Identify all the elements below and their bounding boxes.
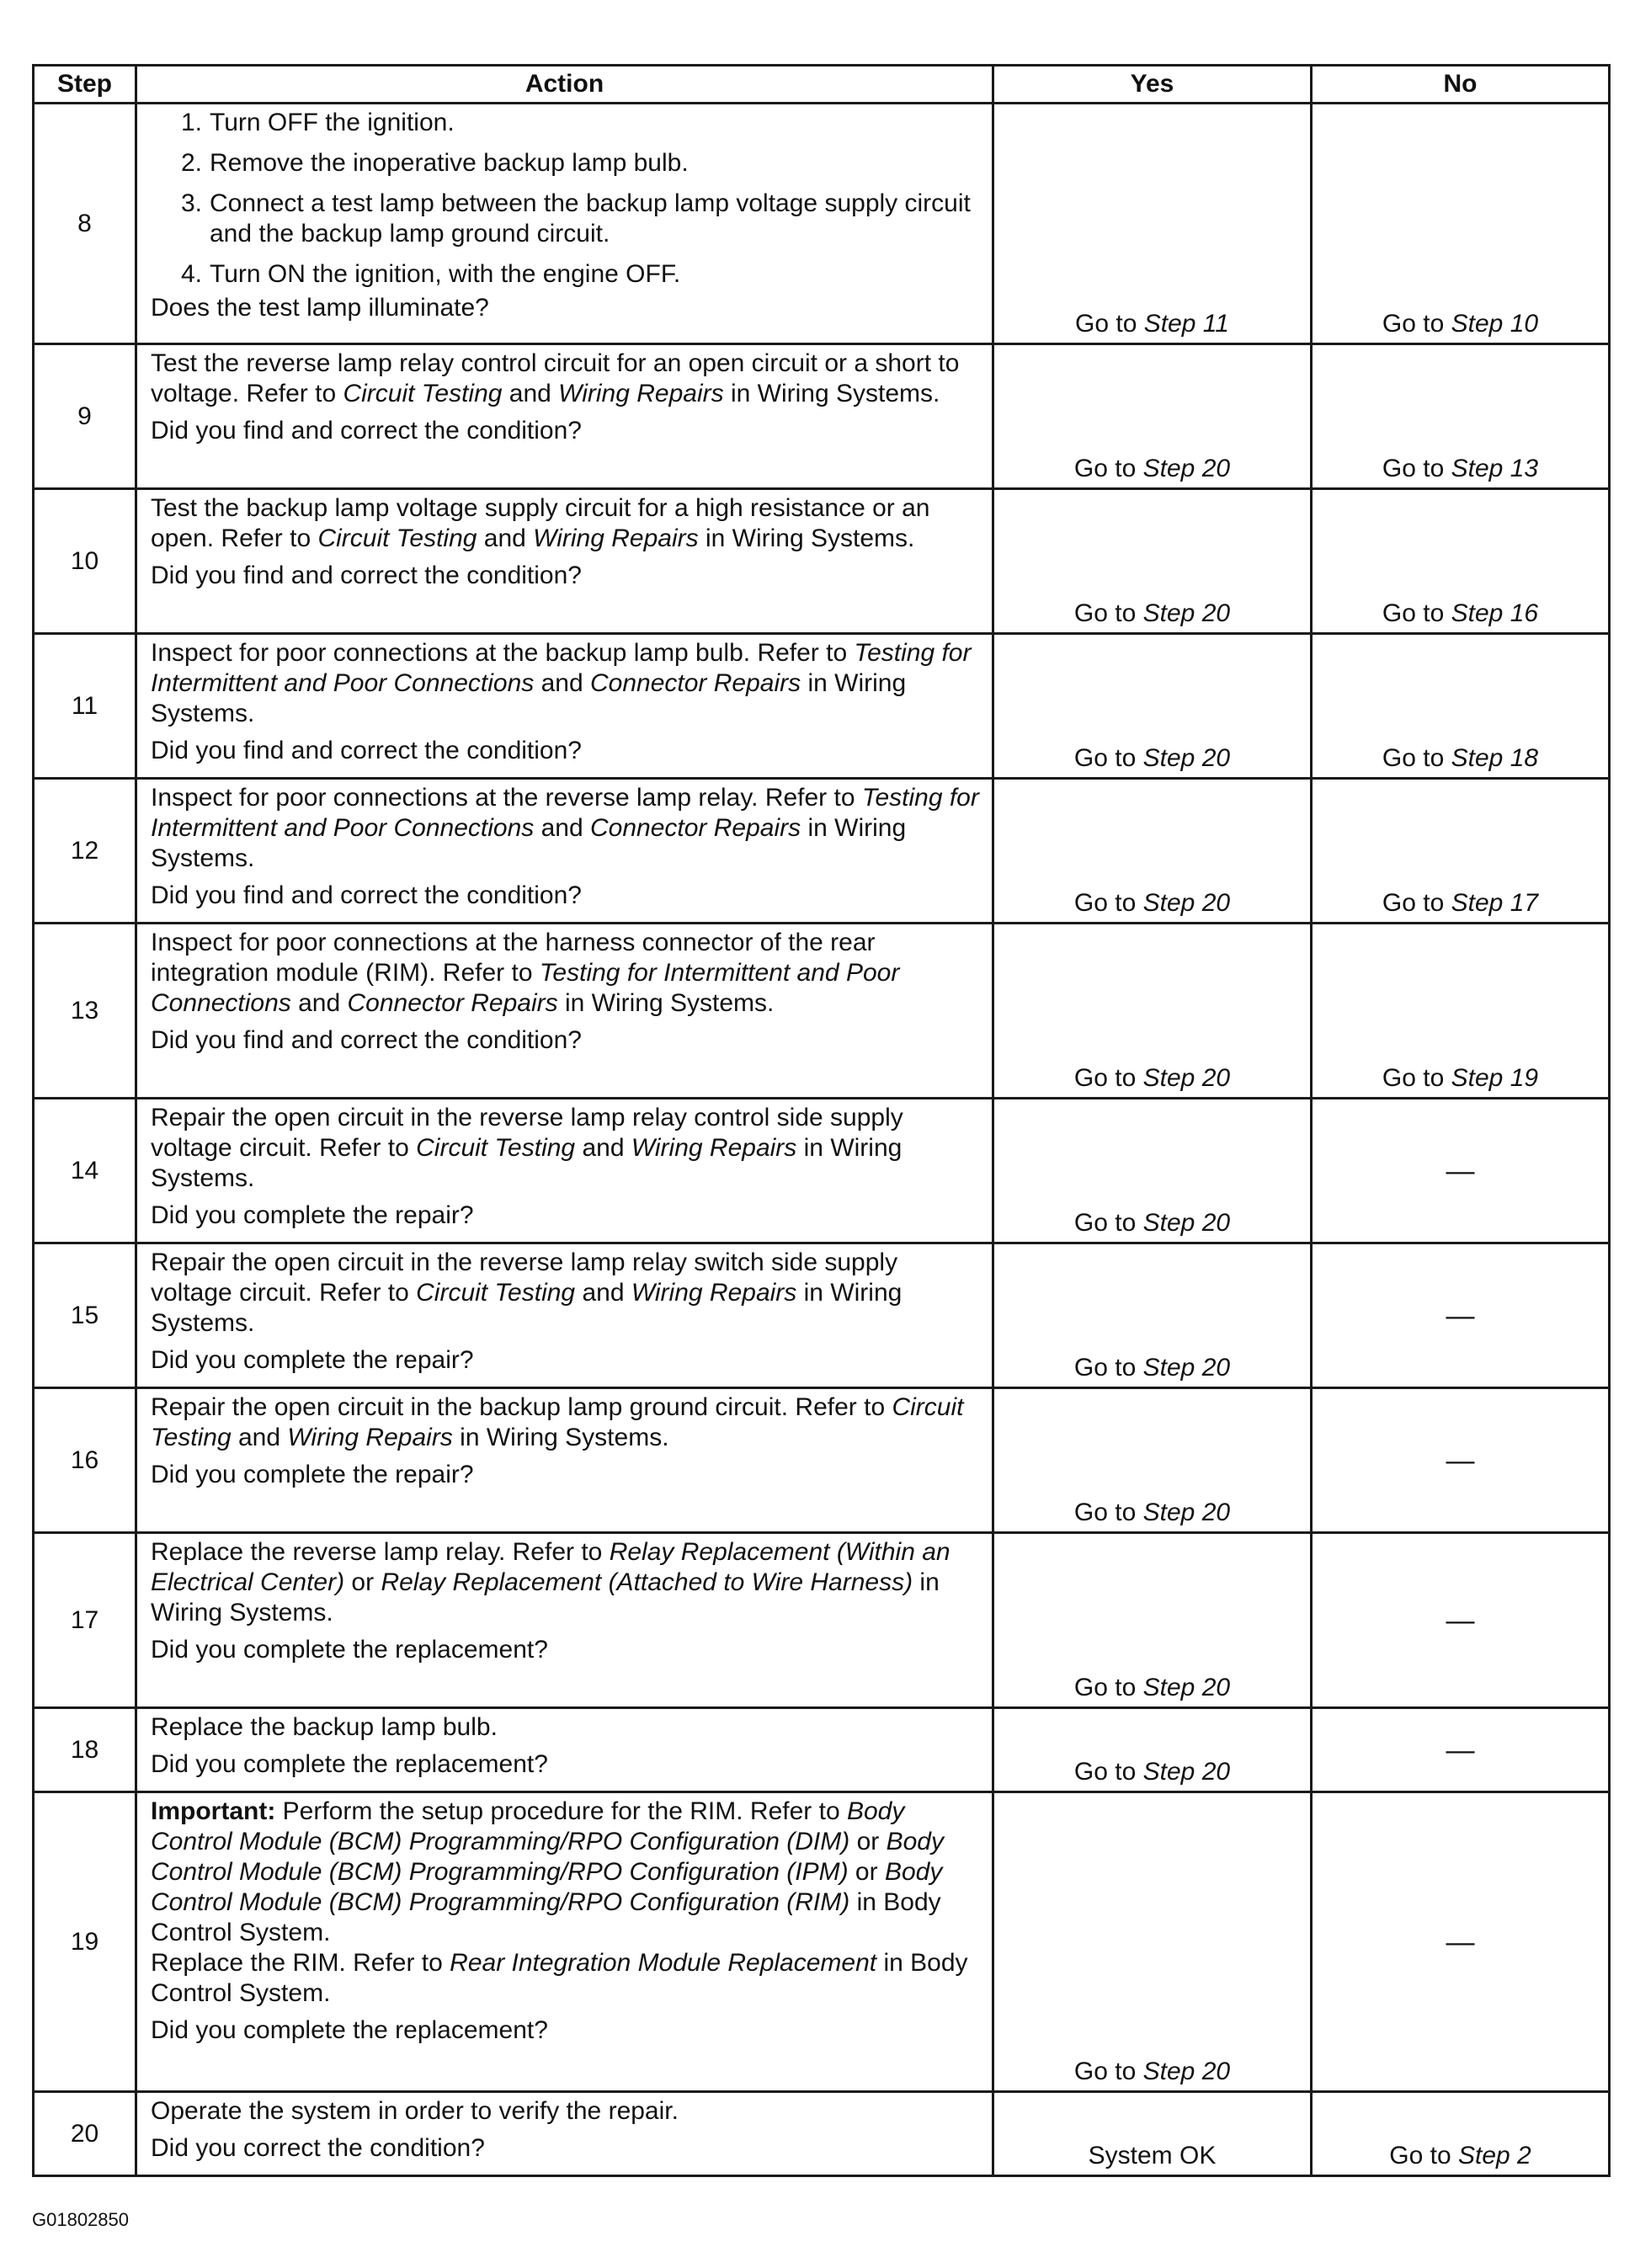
list-item: 1. Turn OFF the ignition.	[181, 109, 455, 136]
no-cell-empty: —	[1312, 1533, 1610, 1708]
step-number: 20	[34, 2092, 136, 2176]
step-link[interactable]: Step 17	[1451, 889, 1539, 917]
action-text: Test the reverse lamp relay control circuit for an open circuit or a short to voltage. Refer to Circuit Testing and Wiring Repairs in Wiring Systems.	[151, 349, 960, 407]
table-row-step-16	[34, 1388, 1610, 1533]
question-text: Did you complete the replacement?	[151, 2016, 548, 2044]
yes-cell: Go to Step 11	[993, 104, 1312, 344]
header-row	[34, 66, 1610, 104]
action-text: Replace the reverse lamp relay. Refer to Relay Replacement (Within an Electrical Center) or Relay Replacement (Attached to Wire Harness) in Wiring Systems.	[151, 1538, 950, 1626]
reference-link[interactable]: Relay Replacement (Within an Electrical Center)	[151, 1538, 950, 1596]
action-text: Test the backup lamp voltage supply circuit for a high resistance or an open. Refer to Circuit Testing and Wiring Repairs in Wiring Systems.	[151, 494, 930, 552]
action-cell	[136, 1243, 993, 1388]
action-cell	[136, 489, 993, 634]
reference-link[interactable]: Testing for Intermittent and Poor Connections	[151, 784, 979, 842]
question-text: Did you find and correct the condition?	[151, 881, 582, 909]
reference-link[interactable]: Connector Repairs	[590, 814, 801, 842]
action-cell	[136, 924, 993, 1099]
action-cell	[136, 779, 993, 924]
action-text: Replace the RIM. Refer to Rear Integration Module Replacement in Body Control System.	[151, 1949, 968, 2007]
reference-link[interactable]: Connector Repairs	[590, 669, 801, 697]
step-link[interactable]: Step 20	[1142, 889, 1231, 917]
action-text: Repair the open circuit in the reverse lamp relay switch side supply voltage circuit. Refer to Circuit Testing and Wiring Repairs in Wiring Systems.	[151, 1248, 903, 1337]
step-link[interactable]: Step 20	[1142, 455, 1231, 482]
action-cell	[136, 634, 993, 779]
procedure-list	[151, 108, 980, 290]
list-item: 3. Connect a test lamp between the backup lamp voltage supply circuit and the backup lamp ground circuit.	[181, 189, 971, 248]
question-text: Did you complete the replacement?	[151, 1750, 548, 1778]
question-text: Did you complete the repair?	[151, 1461, 474, 1488]
action-cell	[136, 1533, 993, 1708]
question-text: Did you complete the repair?	[151, 1201, 474, 1229]
reference-link[interactable]: Testing for Intermittent and Poor Connections	[151, 639, 972, 697]
step-link[interactable]: Step 20	[1142, 1354, 1231, 1382]
yes-cell: Go to Step 20	[993, 489, 1312, 634]
no-cell: Go to Step 2	[1312, 2092, 1610, 2176]
step-number: 10	[34, 489, 136, 634]
step-number: 9	[34, 344, 136, 489]
important-label: Important:	[151, 1797, 276, 1825]
reference-link[interactable]: Wiring Repairs	[631, 1279, 797, 1307]
important-note: Important: Perform the setup procedure for the RIM. Refer to Body Control Module (BCM) Programming/RPO Configuration (DIM) or Body Control Module (BCM) Programming/RPO Configuration (IPM) or Body Control Module (BCM) Programming/RPO Configuration (RIM) in Body Control System.	[151, 1797, 944, 1946]
no-cell: Go to Step 10	[1312, 104, 1610, 344]
header-yes: Yes	[993, 66, 1312, 104]
diagnostic-table	[32, 64, 1611, 2177]
table-row-step-10	[34, 489, 1610, 634]
action-cell	[136, 344, 993, 489]
step-link[interactable]: Step 20	[1142, 2058, 1231, 2085]
yes-cell: System OK	[993, 2092, 1312, 2176]
figure-identifier: G01802850	[32, 2209, 129, 2230]
step-number: 18	[34, 1708, 136, 1792]
reference-link[interactable]: Connector Repairs	[347, 989, 558, 1017]
reference-link[interactable]: Wiring Repairs	[533, 524, 699, 552]
table-row-step-14	[34, 1099, 1610, 1243]
table-row-step-8	[34, 104, 1610, 344]
no-cell-empty: —	[1312, 1099, 1610, 1243]
yes-cell: Go to Step 20	[993, 1708, 1312, 1792]
yes-cell: Go to Step 20	[993, 1792, 1312, 2092]
reference-link[interactable]: Circuit Testing	[416, 1279, 576, 1307]
step-link[interactable]: Step 16	[1451, 599, 1539, 627]
reference-link[interactable]: Circuit Testing	[151, 1393, 964, 1451]
step-number: 16	[34, 1388, 136, 1533]
reference-link[interactable]: Relay Replacement (Attached to Wire Harness)	[381, 1568, 913, 1596]
table-row-step-9	[34, 344, 1610, 489]
yes-cell: Go to Step 20	[993, 1099, 1312, 1243]
step-link[interactable]: Step 2	[1457, 2142, 1531, 2170]
no-cell-empty: —	[1312, 1792, 1610, 2092]
reference-link[interactable]: Wiring Repairs	[631, 1134, 797, 1162]
no-cell-empty: —	[1312, 1708, 1610, 1792]
question-text: Does the test lamp illuminate?	[151, 294, 489, 322]
action-cell	[136, 1708, 993, 1792]
yes-cell: Go to Step 20	[993, 1533, 1312, 1708]
table-row-step-17	[34, 1533, 1610, 1708]
action-text: Replace the backup lamp bulb.	[151, 1713, 498, 1741]
step-link[interactable]: Step 10	[1451, 310, 1539, 338]
step-link[interactable]: Step 20	[1142, 1499, 1231, 1526]
action-text: Inspect for poor connections at the harness connector of the rear integration module (RIM). Refer to Testing for Intermittent and Poor Connections and Connector Repairs in Wiring Systems.	[151, 929, 900, 1017]
step-link[interactable]: Step 20	[1142, 1209, 1231, 1237]
yes-cell: Go to Step 20	[993, 1388, 1312, 1533]
no-cell-empty: —	[1312, 1388, 1610, 1533]
no-cell: Go to Step 16	[1312, 489, 1610, 634]
reference-link[interactable]: Circuit Testing	[416, 1134, 576, 1162]
reference-link[interactable]: Testing for Intermittent and Poor Connections	[151, 959, 900, 1017]
reference-link[interactable]: Body Control Module (BCM) Programming/RPO Configuration (DIM)	[151, 1797, 905, 1855]
question-text: Did you find and correct the condition?	[151, 1026, 582, 1054]
header-no: No	[1312, 66, 1610, 104]
step-number: 17	[34, 1533, 136, 1708]
action-text: Inspect for poor connections at the reverse lamp relay. Refer to Testing for Intermittent and Poor Connections and Connector Repairs in Wiring Systems.	[151, 784, 979, 872]
step-number: 14	[34, 1099, 136, 1243]
header-step: Step	[34, 66, 136, 104]
action-cell	[136, 1099, 993, 1243]
header-action: Action	[136, 66, 993, 104]
no-cell-empty: —	[1312, 1243, 1610, 1388]
diagnostic-table-sheet	[32, 64, 1608, 2177]
question-text: Did you find and correct the condition?	[151, 562, 582, 589]
yes-cell: Go to Step 20	[993, 344, 1312, 489]
action-text: Repair the open circuit in the backup lamp ground circuit. Refer to Circuit Testing and Wiring Repairs in Wiring Systems.	[151, 1393, 964, 1451]
table-row-step-18	[34, 1708, 1610, 1792]
table-row-step-12	[34, 779, 1610, 924]
table-row-step-11	[34, 634, 1610, 779]
question-text: Did you correct the condition?	[151, 2134, 485, 2162]
step-link[interactable]: Step 20	[1142, 1674, 1231, 1701]
step-link[interactable]: Step 19	[1451, 1064, 1539, 1092]
question-text: Did you complete the repair?	[151, 1346, 474, 1374]
step-link[interactable]: Step 11	[1143, 310, 1229, 338]
no-cell: Go to Step 13	[1312, 344, 1610, 489]
no-cell: Go to Step 19	[1312, 924, 1610, 1099]
question-text: Did you find and correct the condition?	[151, 417, 582, 445]
table-row-step-15	[34, 1243, 1610, 1388]
action-text: Operate the system in order to verify the repair.	[151, 2097, 679, 2125]
step-number: 15	[34, 1243, 136, 1388]
reference-link[interactable]: Circuit Testing	[317, 524, 477, 552]
action-cell	[136, 104, 993, 344]
step-link[interactable]: Step 20	[1142, 599, 1231, 627]
step-link[interactable]: Step 20	[1142, 1758, 1231, 1786]
question-text: Did you complete the replacement?	[151, 1636, 548, 1664]
action-text: Repair the open circuit in the reverse lamp relay control side supply voltage circuit. Refer to Circuit Testing and Wiring Repairs in Wiring Systems.	[151, 1104, 903, 1192]
no-cell: Go to Step 18	[1312, 634, 1610, 779]
reference-link[interactable]: Rear Integration Module Replacement	[450, 1949, 877, 1977]
action-cell	[136, 1792, 993, 2092]
action-cell	[136, 1388, 993, 1533]
step-link[interactable]: Step 13	[1451, 455, 1539, 482]
yes-cell: Go to Step 20	[993, 634, 1312, 779]
action-cell	[136, 2092, 993, 2176]
yes-cell: Go to Step 20	[993, 779, 1312, 924]
step-number: 12	[34, 779, 136, 924]
step-number: 11	[34, 634, 136, 779]
action-text: Inspect for poor connections at the backup lamp bulb. Refer to Testing for Intermittent and Poor Connections and Connector Repairs in Wiring Systems.	[151, 639, 972, 727]
table-row-step-13	[34, 924, 1610, 1099]
step-link[interactable]: Step 20	[1142, 1064, 1231, 1092]
question-text: Did you find and correct the condition?	[151, 737, 582, 764]
step-number: 8	[34, 104, 136, 344]
reference-link[interactable]: Wiring Repairs	[558, 380, 724, 407]
step-number: 13	[34, 924, 136, 1099]
no-cell: Go to Step 17	[1312, 779, 1610, 924]
reference-link[interactable]: Wiring Repairs	[287, 1424, 453, 1451]
table-row-step-20	[34, 2092, 1610, 2176]
yes-cell: Go to Step 20	[993, 1243, 1312, 1388]
step-number: 19	[34, 1792, 136, 2092]
reference-link[interactable]: Body Control Module (BCM) Programming/RPO Configuration (IPM)	[151, 1828, 944, 1886]
list-item: 4. Turn ON the ignition, with the engine OFF.	[181, 260, 681, 288]
table-row-step-19	[34, 1792, 1610, 2092]
reference-link[interactable]: Circuit Testing	[343, 380, 503, 407]
yes-cell: Go to Step 20	[993, 924, 1312, 1099]
reference-link[interactable]: Body Control Module (BCM) Programming/RPO Configuration (RIM)	[151, 1858, 943, 1916]
step-link[interactable]: Step 20	[1142, 744, 1231, 772]
step-link[interactable]: Step 18	[1451, 744, 1539, 772]
list-item: 2. Remove the inoperative backup lamp bulb.	[181, 149, 689, 177]
